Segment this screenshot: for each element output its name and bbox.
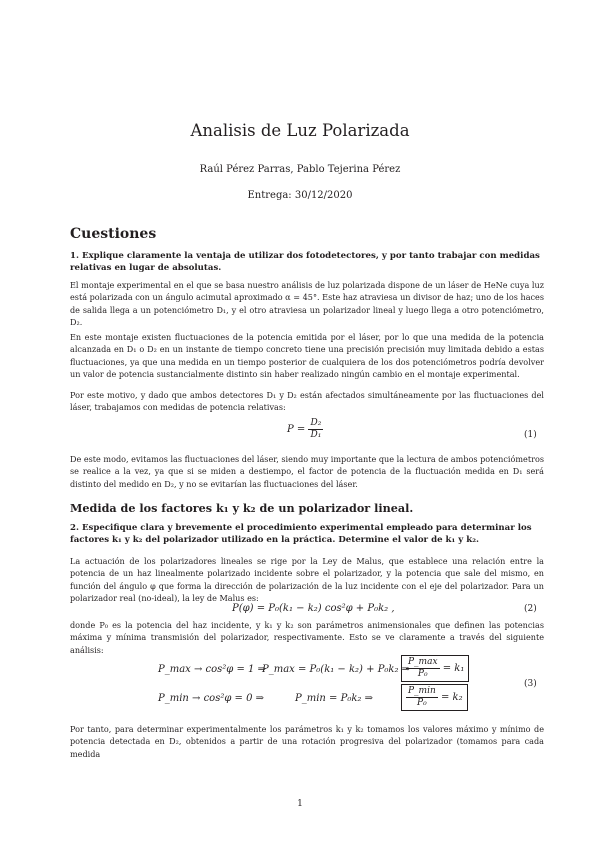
equation-3-row-1-left: P_max → cos²φ = 1 ⇒ bbox=[158, 664, 266, 675]
authors: Raúl Pérez Parras, Pablo Tejerina Pérez bbox=[199, 164, 401, 175]
paragraph-5: La actuación de los polarizadores lineales se rige por la Ley de Malus, que establece una relación entre la potencia de un haz linealmente polarizado incidente sobre el polarizador, y la potencia que sale del mismo, en función del ángulo φ que forma la dirección de polarización de la luz incidente con el eje del polarizador. Para un polarizador real (no-ideal), la ley de Malus es: bbox=[70, 556, 544, 604]
equation-3-row-1-box-den: P₀ bbox=[417, 669, 428, 679]
equation-3-row-2-box-den: P₀ bbox=[417, 698, 427, 708]
equation-2-number: (2) bbox=[524, 604, 537, 614]
equation-3-row-2-box bbox=[401, 684, 468, 711]
paragraph-7: Por tanto, para determinar experimentalmente los parámetros k₁ y k₂ tomamos los valores máximo y mínimo de potencia detectada en D₂, obtenidos a partir de una rotación progresiva del polarizador (tomamos para cada medida bbox=[70, 724, 544, 759]
equation-1-denominator: D₁ bbox=[310, 430, 322, 440]
subsection-heading: Medida de los factores k₁ y k₂ de un polarizador lineal. bbox=[70, 501, 414, 515]
equation-1-lhs: P = bbox=[287, 424, 306, 435]
equation-1-number: (1) bbox=[524, 430, 537, 440]
equation-3-row-2-box-num: P_min bbox=[408, 686, 436, 696]
question-2: 2. Especifique clara y brevemente el procedimiento experimental empleado para determinar los factores k₁ y k₂ del polarizador utilizado en la práctica. Determine el valor de k₁ y k₂. bbox=[70, 523, 532, 545]
equation-3-row-1-box-rhs: = k₁ bbox=[442, 663, 465, 674]
equation-3-row-1-box-num: P_max bbox=[408, 657, 438, 667]
submission-date: Entrega: 30/12/2020 bbox=[247, 190, 353, 201]
equation-3-row-1-box bbox=[401, 655, 469, 682]
equation-3-row-2-box-rhs: = k₂ bbox=[440, 692, 463, 703]
paragraph-3: Por este motivo, y dado que ambos detectores D₁ y D₂ están afectados simultáneamente por las fluctuaciones del láser, trabajamos con medidas de potencia relativas: bbox=[70, 390, 544, 413]
section-heading: Cuestiones bbox=[70, 226, 157, 242]
question-1: 1. Explique claramente la ventaja de utilizar dos fotodetectores, y por tanto trabajar con medidas relativas en lugar de absolutas. bbox=[70, 251, 540, 273]
paragraph-1: El montaje experimental en el que se basa nuestro análisis de luz polarizada dispone de un láser de HeNe cuya luz está polarizada con un ángulo acimutal aproximado α = 45°. Este haz atraviesa un divisor de haz; uno de los haces de salida llega a un potenciómetro D₁, y el otro atraviesa un polarizador lineal y luego llega a otro potenciómetro, D₂. bbox=[70, 280, 544, 328]
equation-1 bbox=[287, 418, 323, 441]
document-title: Analisis de Luz Polarizada bbox=[190, 121, 410, 140]
paragraph-2: En este montaje existen fluctuaciones de la potencia emitida por el láser, por lo que una medida de la potencia alcanzada en D₁ o D₂ en un instante de tiempo concreto tiene una precisión precisión muy limitada debido a estas fluctuaciones, ya que una medida en un tiempo posterior de cualquiera de los dos potenciómetros podría devolver un valor de potencia sustancialmente distinto sin haber realizado ningún cambio en el montaje experimental. bbox=[70, 332, 544, 380]
page-number: 1 bbox=[297, 799, 303, 809]
equation-3-row-2-left: P_min → cos²φ = 0 ⇒ bbox=[158, 693, 265, 704]
paragraph-4: De este modo, evitamos las fluctuaciones del láser, siendo muy importante que la lectura de ambos potenciómetros se realice a la vez, ya que si se miden a destiempo, el factor de potencia de la fluctuación medida en D₁ será distinto del medido en D₂, y no se evitarían las fluctuaciones del láser. bbox=[70, 454, 544, 489]
equation-1-numerator: D₂ bbox=[310, 418, 322, 428]
equation-3-number: (3) bbox=[524, 679, 537, 689]
equation-3-row-2-mid: P_min = P₀k₂ ⇒ bbox=[295, 693, 373, 704]
equation-3-row-1-mid: P_max = P₀(k₁ − k₂) + P₀k₂ ⇒ bbox=[262, 664, 411, 675]
paragraph-6: donde P₀ es la potencia del haz incidente, y k₁ y k₂ son parámetros animensionales que definen las potencias máxima y mínima transmisión del polarizador, respectivamente. Esto se ve claramente a través del siguiente análisis: bbox=[70, 620, 544, 655]
equation-2: P(φ) = P₀(k₁ − k₂) cos²φ + P₀k₂ , bbox=[232, 603, 395, 614]
equation-1-fraction bbox=[308, 418, 323, 441]
